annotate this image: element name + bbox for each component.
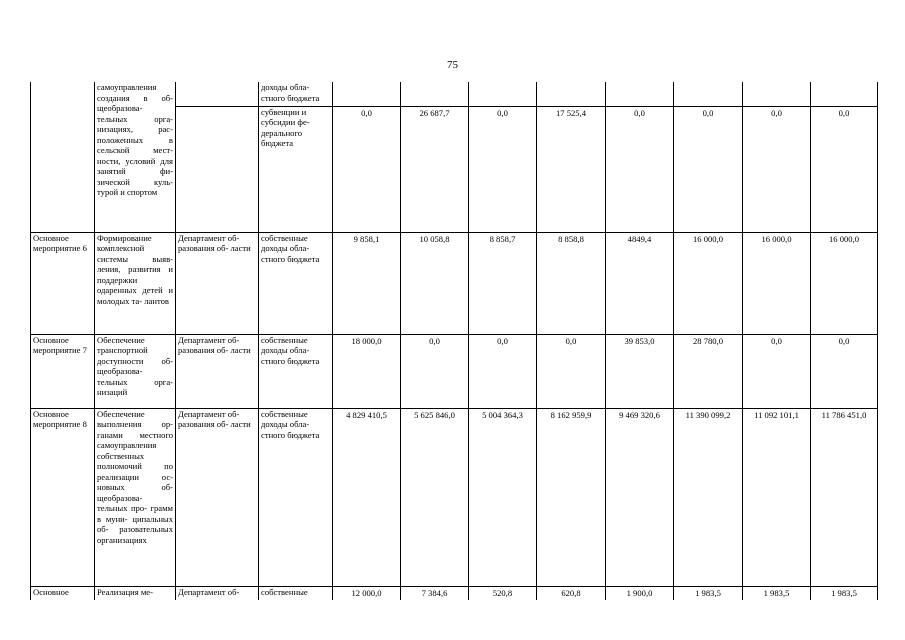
table-row [31, 586, 878, 600]
executor-cell: Департамент об- разования об- ласти [176, 232, 259, 334]
value-cell: 0,0 [469, 106, 537, 232]
executor-cell: Департамент об- разования об- ласти [176, 334, 259, 408]
measure-name-cell: Обеспечение транспортной доступности об- щеобразова- тельных орга- низаций [95, 334, 176, 408]
value-cell: 39 853,0 [606, 334, 674, 408]
value-cell: 0,0 [743, 106, 811, 232]
value-cell: 1 983,5 [674, 586, 743, 600]
value-cell: 8 858,7 [469, 232, 537, 334]
funding-source-cell: собственные доходы обла- стного бюджета [259, 232, 333, 334]
value-cell [537, 82, 606, 106]
table-row [31, 408, 878, 586]
value-cell: 7 384,6 [401, 586, 469, 600]
value-cell: 0,0 [674, 106, 743, 232]
executor-cell: Департамент об- разования об- ласти [176, 408, 259, 586]
page-number: 75 [447, 59, 458, 71]
value-cell: 0,0 [743, 334, 811, 408]
value-cell: 11 390 099,2 [674, 408, 743, 586]
label-cell: Основное [31, 586, 95, 600]
value-cell: 11 786 451,0 [811, 408, 878, 586]
funding-source-cell: доходы обла- стного бюджета [259, 82, 333, 106]
value-cell [401, 82, 469, 106]
value-cell: 18 000,0 [333, 334, 401, 408]
executor-cell: Департамент об- [176, 586, 259, 600]
funding-source-cell: собственные доходы обла- стного бюджета [259, 334, 333, 408]
funding-source-cell: субвенции и субсидии фе- дерального бюджета [259, 106, 333, 232]
measure-name-cell: Реализация ме- [95, 586, 176, 600]
value-cell: 520,8 [469, 586, 537, 600]
funding-source-cell: собственные доходы обла- стного бюджета [259, 408, 333, 586]
value-cell: 5 004 364,3 [469, 408, 537, 586]
value-cell: 8 162 959,9 [537, 408, 606, 586]
label-cell: Основное мероприятие 6 [31, 232, 95, 334]
table-row [31, 82, 878, 106]
value-cell: 26 687,7 [401, 106, 469, 232]
value-cell: 0,0 [537, 334, 606, 408]
value-cell: 0,0 [606, 106, 674, 232]
value-cell: 11 092 101,1 [743, 408, 811, 586]
budget-table [30, 82, 878, 600]
value-cell: 5 625 846,0 [401, 408, 469, 586]
value-cell: 10 058,8 [401, 232, 469, 334]
value-cell: 12 000,0 [333, 586, 401, 600]
value-cell: 0,0 [811, 106, 878, 232]
value-cell [743, 82, 811, 106]
value-cell: 4849,4 [606, 232, 674, 334]
value-cell: 620,8 [537, 586, 606, 600]
value-cell: 16 000,0 [811, 232, 878, 334]
table-row [31, 334, 878, 408]
executor-cell [176, 82, 259, 106]
measure-name-cell: Формирование комплексной системы выяв- ления, развития и поддержки одаренных детей и молодых та- лантов [95, 232, 176, 334]
value-cell [333, 82, 401, 106]
value-cell: 16 000,0 [743, 232, 811, 334]
executor-cell [176, 106, 259, 232]
value-cell: 17 525,4 [537, 106, 606, 232]
value-cell: 9 469 320,6 [606, 408, 674, 586]
value-cell: 0,0 [401, 334, 469, 408]
label-cell: Основное мероприятие 7 [31, 334, 95, 408]
measure-name-cell: самоуправления создания в об- щеобразова- тельных орга- низациях, рас- положенных в сельской мест- ности, условий для занятий фи- зической куль- турой и спортом [95, 82, 176, 232]
value-cell: 4 829 410,5 [333, 408, 401, 586]
value-cell: 1 900,0 [606, 586, 674, 600]
value-cell: 0,0 [333, 106, 401, 232]
value-cell [469, 82, 537, 106]
measure-name-cell: Обеспечение выполнения ор- ганами местного самоуправления собственных полномочий по реализации ос- новных об- щеобразова- тельных про- грамм в муни- ципальных об- разовательных организациях [95, 408, 176, 586]
value-cell [811, 82, 878, 106]
value-cell: 9 858,1 [333, 232, 401, 334]
value-cell: 8 858,8 [537, 232, 606, 334]
label-cell [31, 82, 95, 232]
value-cell: 16 000,0 [674, 232, 743, 334]
label-cell: Основное мероприятие 8 [31, 408, 95, 586]
funding-source-cell: собственные [259, 586, 333, 600]
table-row [31, 232, 878, 334]
value-cell: 1 983,5 [811, 586, 878, 600]
value-cell: 0,0 [811, 334, 878, 408]
value-cell: 1 983,5 [743, 586, 811, 600]
value-cell [674, 82, 743, 106]
value-cell: 28 780,0 [674, 334, 743, 408]
value-cell: 0,0 [469, 334, 537, 408]
value-cell [606, 82, 674, 106]
